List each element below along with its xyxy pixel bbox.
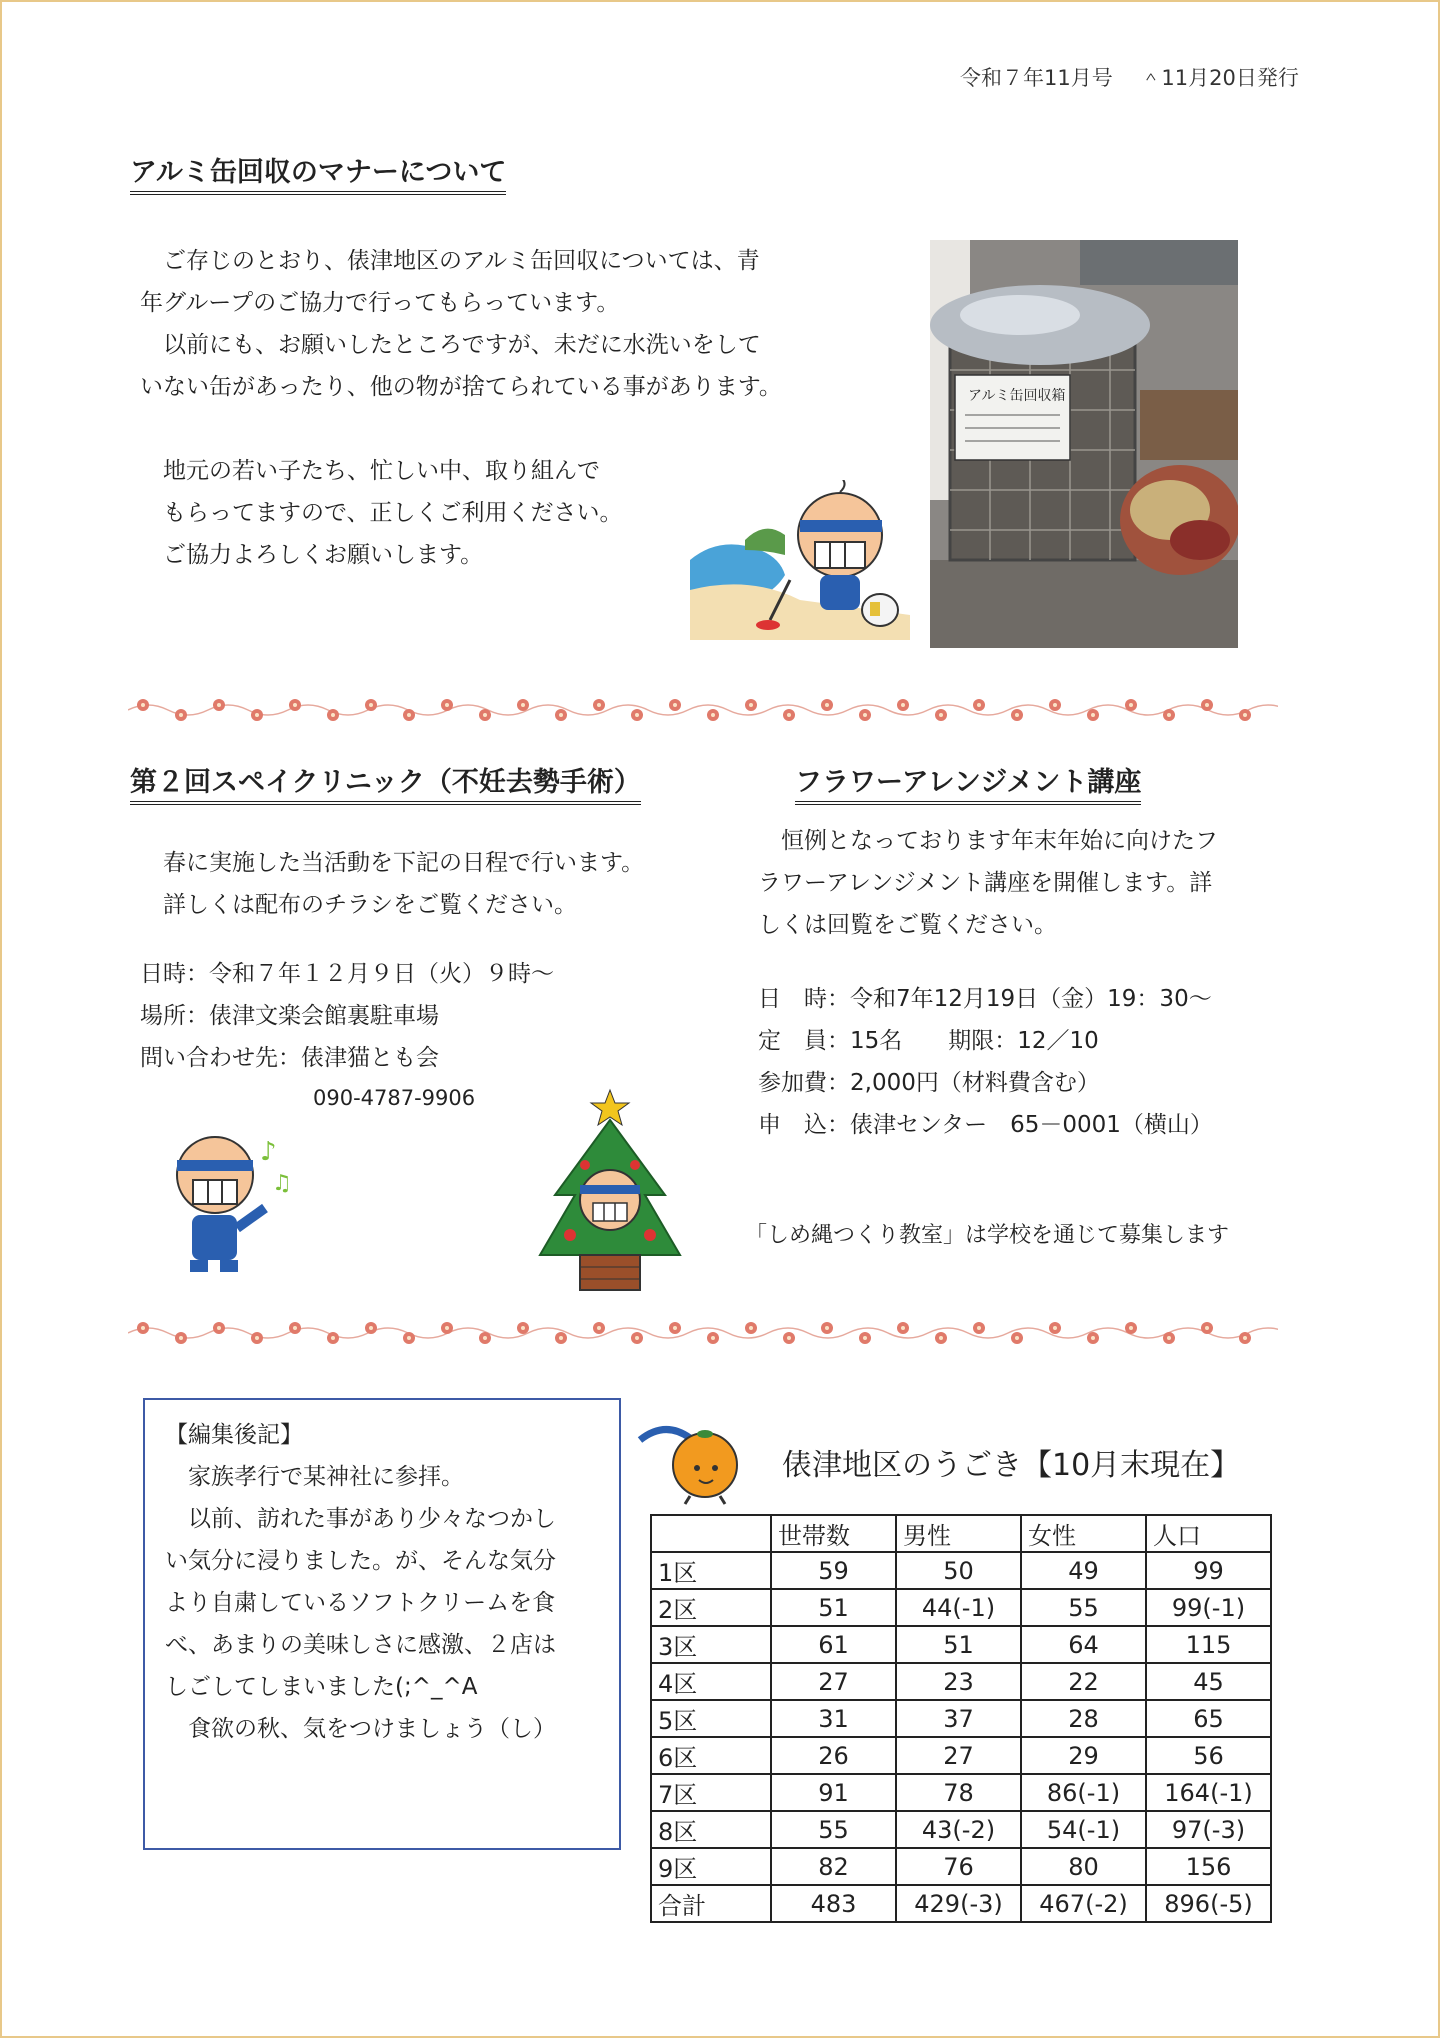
section3-info-line: 定 員：15名 期限：12／10 [758, 1028, 1099, 1054]
contact-phone: 090-4787-9906 [313, 1086, 476, 1110]
table-cell: 467(-2) [1021, 1885, 1146, 1922]
table-cell: 86(-1) [1021, 1774, 1146, 1811]
district-label-cell: 9区 [651, 1848, 771, 1885]
table-cell: 483 [771, 1885, 896, 1922]
table-cell: 54(-1) [1021, 1811, 1146, 1848]
table-cell: 45 [1146, 1663, 1271, 1700]
singing-mascot-illustration [160, 1120, 305, 1280]
section1-line: いない缶があったり、他の物が捨てられている事があります。 [140, 374, 782, 400]
section1-line: ご協力よろしくお願いします。 [140, 542, 484, 568]
table-cell: 31 [771, 1700, 896, 1737]
district-label-cell: 3区 [651, 1626, 771, 1663]
table-cell: 429(-3) [896, 1885, 1021, 1922]
district-label-cell: 7区 [651, 1774, 771, 1811]
section1-line: ご存じのとおり、俵津地区のアルミ缶回収については、青 [140, 248, 760, 274]
table-cell: 164(-1) [1146, 1774, 1271, 1811]
table-row [651, 1589, 1271, 1626]
section1-line: 地元の若い子たち、忙しい中、取り組んで [140, 458, 600, 484]
table-cell: 23 [896, 1663, 1021, 1700]
section1-paragraph [140, 240, 782, 408]
section2-line: 春に実施した当活動を下記の日程で行います。 [140, 850, 645, 876]
christmas-tree-illustration [535, 1085, 685, 1295]
table-header-cell: 人口 [1146, 1515, 1271, 1552]
table-cell: 76 [896, 1848, 1021, 1885]
editor-note-box [143, 1398, 621, 1850]
section2-info-line: 場所：俵津文楽会館裏駐車場 [140, 1003, 439, 1029]
district-label-cell: 4区 [651, 1663, 771, 1700]
orange-mascot-icon [635, 1420, 745, 1505]
issue-info: 令和７年11月号 ＾11月20日発行 [960, 66, 1299, 90]
table-header-cell: 男性 [896, 1515, 1021, 1552]
table-row [651, 1552, 1271, 1589]
table-cell: 99(-1) [1146, 1589, 1271, 1626]
section1-title: アルミ缶回収のマナーについて [130, 150, 506, 195]
section2-info [140, 953, 554, 1079]
section1-line: 年グループのご協力で行ってもらっています。 [140, 290, 620, 316]
table-cell: 55 [1021, 1589, 1146, 1626]
editor-note-line: 食欲の秋、気をつけましょう（し） [165, 1716, 556, 1742]
table-row [651, 1774, 1271, 1811]
editor-note-line: 家族孝行で某神社に参拝。 [165, 1464, 464, 1490]
table-cell: 82 [771, 1848, 896, 1885]
district-label-cell: 合計 [651, 1885, 771, 1922]
shimenawa-note: 「しめ縄つくり教室」は学校を通じて募集します [745, 1223, 1230, 1248]
editor-note-line: しごしてしまいました(;^_^A [165, 1674, 478, 1700]
section3-line: しくは回覧をご覧ください。 [758, 912, 1057, 938]
table-cell: 37 [896, 1700, 1021, 1737]
table-cell: 91 [771, 1774, 896, 1811]
table-row [651, 1848, 1271, 1885]
section1-line: もらってますので、正しくご利用ください。 [140, 500, 623, 526]
table-row [651, 1663, 1271, 1700]
table-cell: 64 [1021, 1626, 1146, 1663]
table-row [651, 1700, 1271, 1737]
table-row [651, 1885, 1271, 1922]
district-label-cell: 8区 [651, 1811, 771, 1848]
section2-title: 第２回スペイクリニック（不妊去勢手術） [130, 760, 641, 805]
table-cell: 55 [771, 1811, 896, 1848]
table-row [651, 1626, 1271, 1663]
table-cell: 27 [896, 1737, 1021, 1774]
table-cell: 22 [1021, 1663, 1146, 1700]
district-label-cell: 5区 [651, 1700, 771, 1737]
photo-sign-text: アルミ缶回収箱 [968, 388, 1066, 404]
table-header-row [651, 1515, 1271, 1552]
table-cell: 115 [1146, 1626, 1271, 1663]
table-cell: 97(-3) [1146, 1811, 1271, 1848]
editor-note-line: より自粛しているソフトクリームを食 [165, 1590, 556, 1616]
section3-info-line: 日 時：令和7年12月19日（金）19：30～ [758, 986, 1212, 1012]
table-header-cell: 世帯数 [771, 1515, 896, 1552]
svg-text:♪: ♪ [260, 1137, 277, 1167]
section3-info-line: 申 込：俵津センター 65－0001（横山） [758, 1112, 1213, 1138]
table-cell: 59 [771, 1552, 896, 1589]
editor-note-line: 【編集後記】 [165, 1422, 303, 1448]
section2-paragraph [140, 842, 644, 926]
can-collection-photo [930, 240, 1238, 648]
section3-line: ラワーアレンジメント講座を開催します。詳 [758, 870, 1213, 896]
section2-info-line: 日時：令和７年１２月９日（火）９時～ [140, 961, 554, 987]
table-cell: 50 [896, 1552, 1021, 1589]
editor-note-line: 以前、訪れた事があり少々なつかし [165, 1506, 556, 1532]
stats-title: 俵津地区のうごき【10月末現在】 [782, 1448, 1241, 1483]
table-cell: 56 [1146, 1737, 1271, 1774]
section3-line: 恒例となっております年末年始に向けたフ [758, 828, 1218, 854]
table-cell: 27 [771, 1663, 896, 1700]
district-label-cell: 1区 [651, 1552, 771, 1589]
table-cell: 44(-1) [896, 1589, 1021, 1626]
section1-paragraph2 [140, 450, 623, 576]
table-cell: 51 [896, 1626, 1021, 1663]
section1-line: 以前にも、お願いしたところですが、未だに水洗いをして [140, 332, 761, 358]
table-cell: 896(-5) [1146, 1885, 1271, 1922]
table-cell: 29 [1021, 1737, 1146, 1774]
population-table [650, 1514, 1272, 1923]
table-cell: 78 [896, 1774, 1021, 1811]
table-cell: 80 [1021, 1848, 1146, 1885]
district-label-cell: 2区 [651, 1589, 771, 1626]
editor-note-line: べ、あまりの美味しさに感激、２店は [165, 1632, 556, 1658]
section2-line: 詳しくは配布のチラシをご覧ください。 [140, 892, 577, 918]
table-cell: 61 [771, 1626, 896, 1663]
flower-garland-divider [128, 1318, 1278, 1348]
table-cell: 28 [1021, 1700, 1146, 1737]
flower-garland-divider [128, 695, 1278, 725]
section3-paragraph [758, 820, 1218, 946]
table-cell: 156 [1146, 1848, 1271, 1885]
section3-info-line: 参加費：2,000円（材料費含む） [758, 1070, 1100, 1096]
table-header-cell [651, 1515, 771, 1552]
section3-info [758, 978, 1213, 1146]
district-label-cell: 6区 [651, 1737, 771, 1774]
table-cell: 51 [771, 1589, 896, 1626]
table-header-cell: 女性 [1021, 1515, 1146, 1552]
table-cell: 65 [1146, 1700, 1271, 1737]
editor-note-line: い気分に浸りました。が、そんな気分 [165, 1548, 556, 1574]
table-row [651, 1737, 1271, 1774]
section3-title: フラワーアレンジメント講座 [795, 760, 1141, 805]
table-row [651, 1811, 1271, 1848]
svg-text:♫: ♫ [272, 1171, 292, 1196]
table-cell: 26 [771, 1737, 896, 1774]
table-cell: 49 [1021, 1552, 1146, 1589]
section2-info-line: 問い合わせ先：俵津猫とも会 [140, 1045, 439, 1071]
table-cell: 99 [1146, 1552, 1271, 1589]
beach-mascot-illustration [690, 480, 910, 640]
table-cell: 43(-2) [896, 1811, 1021, 1848]
